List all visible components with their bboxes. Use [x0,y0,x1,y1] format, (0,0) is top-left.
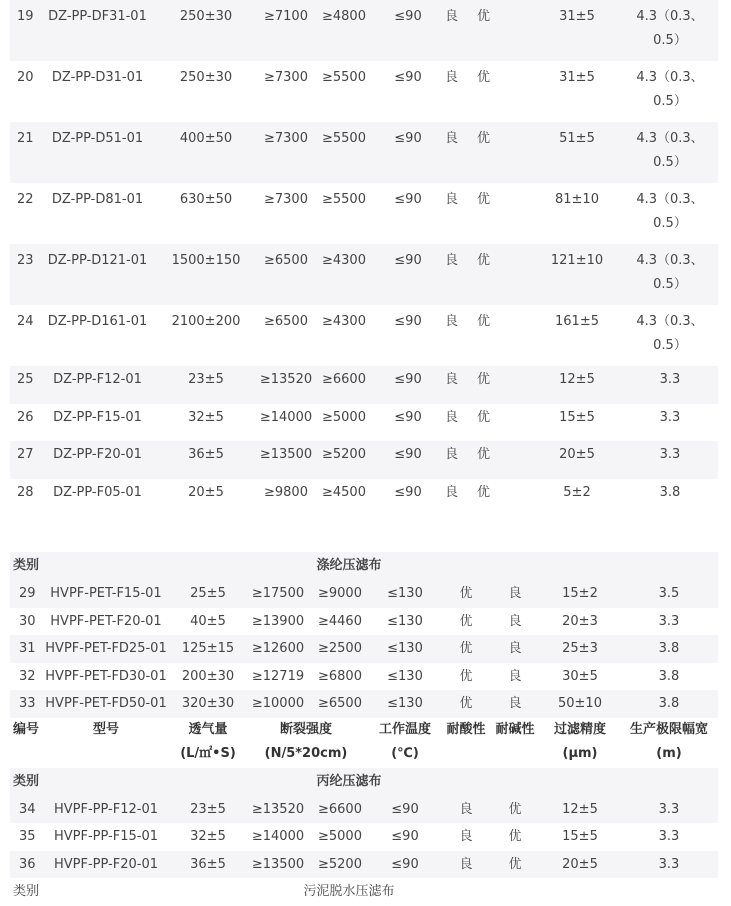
alkali-resistance-cell: 优 [477,122,532,183]
unit-width: (m) [656,745,682,761]
column-header-row [10,718,718,742]
breaking-strength-warp-cell: ≥7300 [257,122,315,183]
air-permeability-cell: 2100±200 [171,314,241,329]
air-permeability-cell: 200±30 [181,668,235,684]
alkali-resistance-cell: 良 [490,635,540,663]
max-width-cell: 3.5 [620,580,718,608]
table-row [10,183,718,244]
table-row [10,0,718,61]
max-width-line-2: 0.5） [653,33,687,48]
working-temp-cell: ≤90 [368,851,442,879]
air-permeability-cell: 250±30 [155,0,257,61]
table-row [10,122,718,183]
air-permeability-cell: 36±5 [155,441,257,479]
alkali-resistance-cell: 优 [477,441,532,479]
breaking-strength-weft-cell: ≥4300 [322,314,366,329]
alkali-resistance-cell: 优 [490,796,540,824]
table-row [10,690,718,718]
filter-precision-cell: 15±5 [559,409,595,425]
max-width-cell: 3.3 [658,829,680,844]
column-unit-row [10,742,718,768]
max-width-line-1: 4.3（0.3、 [636,131,704,146]
breaking-strength-warp-cell: ≥14000 [259,409,313,425]
max-width-line-2: 0.5） [653,216,687,231]
working-temp-cell: ≤130 [368,580,442,608]
max-width-cell [622,244,718,305]
working-temp-cell: ≤90 [373,122,443,183]
model-cell: DZ-PP-D31-01 [51,70,144,85]
alkali-resistance-cell: 优 [477,484,491,500]
model-cell: HVPF-PP-F20-01 [40,851,172,879]
breaking-strength-warp-cell: ≥10000 [244,690,312,718]
row-number: 34 [10,796,40,824]
row-number: 26 [17,409,34,425]
model-cell: DZ-PP-D51-01 [40,122,155,183]
table-row [10,366,718,404]
model-cell: DZ-PP-F15-01 [53,409,142,425]
max-width-cell: 3.3 [620,796,718,824]
header-model: 型号 [92,721,119,737]
max-width-cell: 3.8 [620,635,718,663]
alkali-resistance-cell: 良 [490,690,540,718]
breaking-strength-warp-cell: ≥13520 [257,366,315,404]
max-width-cell: 3.3 [658,613,680,629]
air-permeability-cell: 320±30 [172,690,244,718]
breaking-strength-weft-cell: ≥5500 [322,70,366,85]
alkali-resistance-cell: 优 [477,0,532,61]
section-title-pp: 丙纶压滤布 [40,768,718,796]
acid-resistance-cell: 良 [445,192,459,207]
filter-precision-cell: 15±2 [540,580,620,608]
breaking-strength-weft-cell: ≥6600 [315,366,373,404]
working-temp-cell: ≤90 [394,409,422,425]
breaking-strength-weft-cell: ≥2500 [312,635,368,663]
model-cell: DZ-PP-F05-01 [53,484,142,500]
acid-resistance-cell: 良 [442,851,490,879]
table-row [10,608,718,636]
filter-precision-cell: 20±5 [532,441,622,479]
breaking-strength-warp-cell: ≥13520 [244,796,312,824]
air-permeability-cell: 20±5 [188,484,224,500]
air-permeability-cell: 250±30 [179,70,233,85]
max-width-line-1: 3.3 [659,447,681,462]
acid-resistance-cell: 良 [443,441,477,479]
breaking-strength-weft-cell: ≥5000 [318,829,362,844]
acid-resistance-cell: 良 [445,70,459,85]
row-number: 19 [10,0,40,61]
model-cell: HVPF-PET-FD30-01 [45,668,167,684]
breaking-strength-weft-cell: ≥9000 [312,580,368,608]
category-label: 类别 [10,768,40,796]
header-temp: 工作温度 [378,721,431,737]
acid-resistance-cell: 良 [459,829,473,844]
breaking-strength-weft-cell: ≥4300 [315,244,373,305]
row-number: 25 [10,366,40,404]
upper-spec-table [10,0,718,516]
working-temp-cell: ≤90 [394,484,422,500]
filter-precision-cell: 81±10 [555,192,599,207]
air-permeability-cell: 25±5 [172,580,244,608]
model-cell: HVPF-PET-FD50-01 [40,690,172,718]
breaking-strength-weft-cell: ≥5500 [322,192,366,207]
category-row-pp [10,768,718,796]
max-width-cell [622,183,718,244]
max-width-line-1: 3.3 [659,409,681,425]
filter-precision-cell: 50±10 [540,690,620,718]
max-width-line-1: 3.3 [659,372,681,387]
row-number: 24 [17,314,34,329]
alkali-resistance-cell: 良 [490,580,540,608]
model-cell: DZ-PP-DF31-01 [40,0,155,61]
breaking-strength-weft-cell: ≥6600 [312,796,368,824]
filter-precision-cell: 161±5 [555,314,599,329]
max-width-cell: 3.3 [620,851,718,879]
row-number: 20 [17,70,34,85]
row-number: 21 [10,122,40,183]
working-temp-cell: ≤90 [394,192,422,207]
alkali-resistance-cell: 良 [508,613,522,629]
max-width-line-2: 0.5） [653,277,687,292]
breaking-strength-weft-cell: ≥4460 [318,613,362,629]
model-cell: DZ-PP-D81-01 [51,192,144,207]
breaking-strength-weft-cell: ≥5000 [322,409,366,425]
acid-resistance-cell: 良 [445,484,459,500]
air-permeability-cell: 630±50 [179,192,233,207]
header-precision: 过滤精度 [553,721,606,737]
table-row [10,663,718,691]
filter-precision-cell: 20±5 [540,851,620,879]
acid-resistance-cell: 良 [443,366,477,404]
acid-resistance-cell: 优 [442,690,490,718]
max-width-line-1: 4.3（0.3、 [636,253,704,268]
max-width-cell: 3.8 [620,690,718,718]
working-temp-cell: ≤130 [368,690,442,718]
header-width: 生产极限幅宽 [629,721,708,737]
table-row [10,441,718,479]
table-row [10,244,718,305]
working-temp-cell: ≤130 [368,635,442,663]
max-width-line-2: 0.5） [653,155,687,170]
max-width-line-1: 3.8 [659,484,681,500]
alkali-resistance-cell: 良 [508,668,522,684]
working-temp-cell: ≤130 [387,613,423,629]
breaking-strength-weft-cell: ≥5200 [312,851,368,879]
breaking-strength-weft-cell: ≥4800 [315,0,373,61]
working-temp-cell: ≤130 [387,668,423,684]
model-cell: DZ-PP-D121-01 [40,244,155,305]
pet-rows [10,580,718,718]
air-permeability-cell: 40±5 [190,613,226,629]
lower-spec-table [10,552,718,906]
pp-rows [10,796,718,879]
air-permeability-cell: 36±5 [172,851,244,879]
model-cell: DZ-PP-F12-01 [40,366,155,404]
working-temp-cell: ≤90 [373,366,443,404]
filter-precision-cell: 5±2 [563,484,591,500]
max-width-cell [622,305,718,366]
breaking-strength-warp-cell: ≥12600 [244,635,312,663]
acid-resistance-cell: 优 [459,613,473,629]
alkali-resistance-cell: 优 [477,192,491,207]
row-number: 28 [17,484,34,500]
row-number: 30 [19,613,36,629]
breaking-strength-warp-cell: ≥13500 [244,851,312,879]
acid-resistance-cell: 优 [442,580,490,608]
working-temp-cell: ≤90 [373,244,443,305]
unit-temp: (℃) [391,745,419,761]
breaking-strength-warp-cell: ≥9800 [264,484,308,500]
alkali-resistance-cell: 优 [477,314,491,329]
breaking-strength-warp-cell: ≥7300 [264,70,308,85]
model-cell: HVPF-PP-F15-01 [53,829,158,844]
air-permeability-cell: 23±5 [172,796,244,824]
max-width-cell [622,479,718,517]
model-cell: DZ-PP-F20-01 [40,441,155,479]
model-cell: HVPF-PP-F12-01 [40,796,172,824]
working-temp-cell: ≤90 [373,441,443,479]
section-title-sludge: 污泥脱水压滤布 [303,884,395,899]
category-label: 类别 [10,552,40,580]
acid-resistance-cell: 优 [459,668,473,684]
filter-precision-cell: 30±5 [562,668,598,684]
unit-break: (N/5*20cm) [264,745,348,761]
unit-precision: (μm) [562,745,598,761]
breaking-strength-weft-cell: ≥6500 [312,690,368,718]
acid-resistance-cell: 良 [443,244,477,305]
acid-resistance-cell: 良 [443,122,477,183]
table-row [10,851,718,879]
acid-resistance-cell: 优 [442,635,490,663]
header-no: 编号 [13,721,40,737]
working-temp-cell: ≤90 [391,829,419,844]
filter-precision-cell: 20±3 [562,613,598,629]
max-width-line-2: 0.5） [653,338,687,353]
max-width-cell [622,404,718,442]
category-row-pet [10,552,718,580]
alkali-resistance-cell: 优 [477,70,491,85]
air-permeability-cell: 1500±150 [155,244,257,305]
model-cell: HVPF-PET-F15-01 [40,580,172,608]
filter-precision-cell: 12±5 [540,796,620,824]
filter-precision-cell: 31±5 [559,70,595,85]
filter-precision-cell: 121±10 [532,244,622,305]
air-permeability-cell: 400±50 [155,122,257,183]
row-number: 29 [10,580,40,608]
working-temp-cell: ≤90 [373,0,443,61]
model-cell: DZ-PP-D161-01 [47,314,148,329]
row-number: 23 [10,244,40,305]
max-width-cell [622,366,718,404]
breaking-strength-warp-cell: ≥7300 [264,192,308,207]
air-permeability-cell: 32±5 [190,829,226,844]
max-width-cell: 3.8 [658,668,680,684]
table-row [10,479,718,517]
row-number: 31 [10,635,40,663]
breaking-strength-warp-cell: ≥6500 [264,314,308,329]
max-width-cell [622,122,718,183]
row-number: 32 [19,668,36,684]
breaking-strength-warp-cell: ≥17500 [244,580,312,608]
filter-precision-cell: 12±5 [532,366,622,404]
max-width-line-1: 4.3（0.3、 [636,314,704,329]
breaking-strength-warp-cell: ≥13500 [257,441,315,479]
max-width-cell [622,61,718,122]
breaking-strength-weft-cell: ≥5200 [315,441,373,479]
filter-precision-cell: 25±3 [540,635,620,663]
model-cell: HVPF-PET-FD25-01 [40,635,172,663]
table-row [10,635,718,663]
header-alkali: 耐碱性 [495,721,535,737]
breaking-strength-weft-cell: ≥5500 [315,122,373,183]
max-width-line-1: 4.3（0.3、 [636,192,704,207]
row-number: 22 [17,192,34,207]
alkali-resistance-cell: 优 [508,829,522,844]
working-temp-cell: ≤90 [368,796,442,824]
filter-precision-cell: 15±5 [562,829,598,844]
row-number: 36 [10,851,40,879]
working-temp-cell: ≤90 [394,70,422,85]
row-number: 35 [19,829,36,844]
air-permeability-cell: 32±5 [188,409,224,425]
section-title-pet: 涤纶压滤布 [40,552,718,580]
breaking-strength-warp-cell: ≥12719 [251,668,305,684]
max-width-line-2: 0.5） [653,94,687,109]
unit-air: (L/㎡•S) [180,745,236,761]
filter-precision-cell: 31±5 [532,0,622,61]
max-width-line-1: 4.3（0.3、 [636,70,704,85]
table-row [10,61,718,122]
row-number: 33 [10,690,40,718]
breaking-strength-weft-cell: ≥6800 [318,668,362,684]
air-permeability-cell: 125±15 [172,635,244,663]
header-acid: 耐酸性 [446,721,486,737]
table-row [10,404,718,442]
category-label: 类别 [13,884,40,899]
breaking-strength-warp-cell: ≥7100 [257,0,315,61]
alkali-resistance-cell: 优 [490,851,540,879]
model-cell: HVPF-PET-F20-01 [50,613,162,629]
table-row [10,823,718,851]
category-row-sludge [10,878,718,906]
breaking-strength-warp-cell: ≥14000 [251,829,305,844]
filter-precision-cell: 51±5 [532,122,622,183]
header-air: 透气量 [188,721,228,737]
max-width-line-1: 4.3（0.3、 [636,9,704,24]
breaking-strength-weft-cell: ≥4500 [322,484,366,500]
air-permeability-cell: 23±5 [155,366,257,404]
header-break: 断裂强度 [279,721,332,737]
alkali-resistance-cell: 优 [477,244,532,305]
table-row [10,305,718,366]
alkali-resistance-cell: 优 [477,409,491,425]
max-width-cell [622,441,718,479]
table-row [10,796,718,824]
acid-resistance-cell: 良 [445,409,459,425]
acid-resistance-cell: 良 [442,796,490,824]
breaking-strength-warp-cell: ≥6500 [257,244,315,305]
working-temp-cell: ≤90 [394,314,422,329]
max-width-cell [622,0,718,61]
upper-rows [10,0,718,516]
acid-resistance-cell: 良 [443,0,477,61]
row-number: 27 [10,441,40,479]
alkali-resistance-cell: 优 [477,366,532,404]
breaking-strength-warp-cell: ≥13900 [251,613,305,629]
table-row [10,580,718,608]
acid-resistance-cell: 良 [445,314,459,329]
